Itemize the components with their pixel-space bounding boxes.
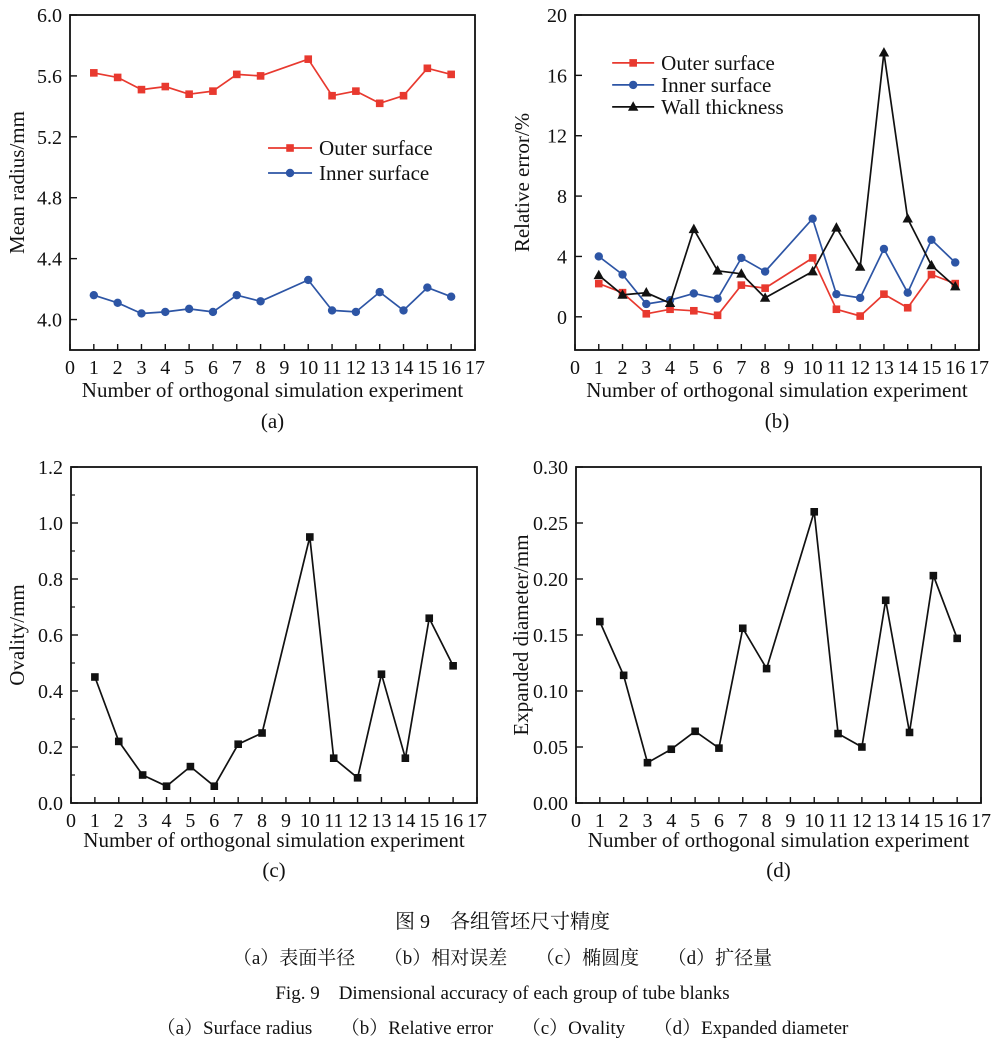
x-tick-label: 10	[804, 810, 825, 832]
chart-a-surface-radius	[0, 0, 503, 445]
data-point-marker	[879, 47, 889, 56]
data-point-marker	[714, 311, 722, 319]
x-tick-label: 6	[713, 810, 724, 832]
data-point-marker	[304, 276, 312, 284]
data-point-marker	[642, 310, 650, 318]
x-tick-label: 16	[947, 810, 968, 832]
series-line	[94, 280, 451, 314]
y-tick-label: 8	[557, 186, 567, 209]
y-tick-label: 4.0	[37, 309, 62, 332]
x-tick-label: 12	[345, 357, 366, 379]
y-tick-label: 0.0	[38, 793, 63, 815]
x-tick-label: 15	[419, 810, 440, 832]
y-axis-ticks	[38, 457, 78, 815]
panel-label: (a)	[260, 409, 285, 433]
y-tick-label: 0.30	[533, 457, 568, 479]
x-tick-label: 8	[257, 810, 268, 832]
y-axis-label: Ovality/mm	[5, 584, 29, 686]
data-point-marker	[138, 86, 146, 94]
data-point-marker	[927, 236, 935, 244]
y-tick-label: 1.2	[38, 457, 63, 479]
y-tick-label: 6.0	[37, 5, 62, 27]
series-outer-surface	[90, 55, 455, 107]
data-point-marker	[306, 533, 314, 541]
x-tick-label: 16	[441, 357, 462, 379]
data-point-marker	[187, 763, 195, 771]
data-point-marker	[926, 260, 936, 269]
data-point-marker	[880, 290, 888, 298]
data-point-marker	[376, 288, 384, 296]
legend-label: Wall thickness	[661, 94, 784, 119]
x-tick-label: 3	[642, 810, 653, 832]
data-point-marker	[257, 72, 265, 80]
data-point-marker	[354, 774, 362, 782]
x-tick-label: 13	[369, 357, 390, 379]
x-tick-label: 2	[112, 357, 123, 379]
data-point-marker	[258, 729, 266, 737]
x-tick-label: 10	[802, 357, 823, 379]
panel-label: (c)	[262, 858, 286, 882]
data-point-marker	[880, 245, 888, 253]
data-point-marker	[712, 265, 722, 274]
data-point-marker	[620, 672, 628, 680]
data-point-marker	[400, 92, 408, 100]
x-tick-label: 14	[393, 357, 414, 379]
data-point-marker	[402, 754, 410, 762]
x-tick-label: 6	[209, 810, 220, 832]
data-point-marker	[641, 287, 651, 296]
x-tick-label: 15	[921, 357, 942, 379]
x-axis-label: Number of orthogonal simulation experiment	[586, 378, 968, 402]
data-point-marker	[761, 267, 769, 275]
data-point-marker	[831, 222, 841, 231]
x-tick-label: 2	[113, 810, 124, 832]
x-tick-label: 17	[969, 357, 989, 379]
data-point-marker	[330, 754, 338, 762]
x-tick-label: 13	[371, 810, 392, 832]
data-point-marker	[163, 782, 171, 790]
data-point-marker	[903, 213, 913, 222]
data-point-marker	[856, 294, 864, 302]
y-tick-label: 0.10	[533, 681, 568, 703]
data-point-marker	[761, 284, 769, 292]
y-tick-label: 0.4	[38, 681, 63, 703]
y-tick-label: 5.2	[37, 126, 62, 149]
x-tick-label: 1	[88, 357, 99, 379]
data-point-marker	[425, 614, 433, 622]
data-point-marker	[256, 297, 264, 305]
x-tick-label: 14	[395, 810, 416, 832]
chart-b-relative-error	[502, 0, 1005, 445]
caption-en-title: Fig. 9 Dimensional accuracy of each group of tube blanks	[275, 983, 730, 1004]
panel-label: (d)	[766, 858, 791, 882]
legend-label: Inner surface	[319, 160, 430, 185]
data-point-marker	[690, 307, 698, 315]
data-point-marker	[328, 306, 336, 314]
y-axis-label: Relative error/%	[510, 112, 534, 253]
y-tick-label: 4.8	[37, 187, 62, 210]
x-tick-label: 2	[617, 357, 628, 379]
data-point-marker	[161, 308, 169, 316]
series-line	[600, 512, 957, 763]
series-line	[95, 537, 453, 786]
chart-d-expanded-diameter	[502, 445, 1005, 890]
data-point-marker	[328, 92, 336, 100]
x-tick-label: 15	[923, 810, 944, 832]
data-point-marker	[424, 64, 432, 72]
legend	[612, 51, 784, 119]
x-tick-label: 6	[712, 357, 723, 379]
x-tick-label: 14	[897, 357, 918, 379]
data-point-marker	[234, 740, 242, 748]
data-point-marker	[210, 782, 218, 790]
x-tick-label: 10	[298, 357, 319, 379]
data-point-marker	[953, 635, 961, 643]
x-tick-label: 17	[971, 810, 991, 832]
y-tick-label: 0.05	[533, 737, 568, 759]
data-point-marker	[139, 771, 147, 779]
x-axis-label: Number of orthogonal simulation experiment	[81, 378, 464, 402]
data-point-marker	[834, 730, 842, 738]
data-point-marker	[596, 618, 604, 626]
data-point-marker	[399, 306, 407, 314]
data-point-marker	[113, 299, 121, 307]
data-point-marker	[667, 745, 675, 753]
data-point-marker	[715, 744, 723, 752]
y-axis-label: Mean radius/mm	[5, 111, 29, 254]
data-point-marker	[904, 288, 912, 296]
x-tick-label: 5	[185, 810, 196, 832]
y-tick-label: 0.00	[533, 793, 568, 815]
y-tick-label: 4.4	[37, 248, 62, 271]
data-point-marker	[595, 280, 603, 288]
y-tick-label: 1.0	[38, 513, 63, 535]
data-point-marker	[644, 759, 652, 767]
data-point-marker	[185, 305, 193, 313]
data-point-marker	[951, 258, 959, 266]
x-tick-label: 8	[760, 357, 771, 379]
data-point-marker	[691, 728, 699, 736]
series-line	[94, 59, 451, 103]
data-point-marker	[739, 624, 747, 632]
data-point-marker	[137, 309, 145, 317]
x-tick-label: 0	[571, 810, 581, 832]
y-tick-label: 4	[557, 246, 567, 269]
data-point-marker	[447, 71, 455, 79]
x-tick-label: 4	[161, 810, 172, 832]
data-point-marker	[352, 308, 360, 316]
data-point-marker	[856, 312, 864, 320]
y-tick-label: 0.25	[533, 513, 568, 535]
chart-c-ovality	[0, 445, 503, 890]
legend-marker	[286, 169, 294, 177]
x-tick-label: 11	[324, 810, 344, 832]
x-tick-label: 12	[850, 357, 871, 379]
y-tick-label: 20	[547, 5, 567, 27]
x-tick-label: 6	[207, 357, 218, 379]
legend-marker	[628, 101, 638, 110]
y-tick-label: 16	[547, 65, 567, 88]
x-axis-label: Number of orthogonal simulation experiment	[587, 828, 970, 852]
legend-marker	[629, 59, 637, 67]
x-tick-label: 1	[594, 810, 605, 832]
x-axis-label: Number of orthogonal simulation experiment	[83, 828, 465, 852]
x-tick-label: 10	[299, 810, 320, 832]
x-tick-label: 4	[665, 357, 676, 379]
data-point-marker	[423, 283, 431, 291]
x-tick-label: 13	[873, 357, 894, 379]
x-tick-label: 12	[851, 810, 872, 832]
x-tick-label: 3	[137, 810, 148, 832]
x-tick-label: 9	[280, 810, 291, 832]
x-tick-label: 11	[826, 357, 847, 379]
x-tick-label: 3	[136, 357, 147, 379]
y-tick-label: 0	[557, 306, 567, 329]
y-tick-label: 5.6	[37, 65, 62, 88]
x-tick-label: 9	[783, 357, 794, 379]
data-point-marker	[447, 293, 455, 301]
axis-box	[576, 467, 981, 803]
caption-en-items: （a）Surface radius （b）Relative error （c）Ovality （d）Expanded diameter	[156, 1018, 849, 1039]
data-point-marker	[832, 290, 840, 298]
data-point-marker	[233, 71, 241, 79]
data-point-marker	[930, 572, 938, 580]
x-tick-label: 4	[666, 810, 677, 832]
data-point-marker	[115, 738, 123, 746]
legend-label: Outer surface	[319, 135, 433, 160]
legend	[268, 136, 433, 185]
x-tick-label: 14	[899, 810, 920, 832]
y-tick-label: 0.2	[38, 737, 63, 759]
data-point-marker	[738, 281, 746, 289]
legend-label: Outer surface	[661, 50, 775, 75]
data-point-marker	[713, 294, 721, 302]
x-tick-label: 12	[347, 810, 368, 832]
data-point-marker	[90, 69, 98, 77]
data-point-marker	[737, 254, 745, 262]
y-tick-label: 0.8	[38, 569, 63, 591]
data-point-marker	[595, 252, 603, 260]
data-point-marker	[90, 291, 98, 299]
caption-zh-items: （a）表面半径 （b）相对误差 （c）椭圆度 （d）扩径量	[232, 948, 773, 969]
x-tick-label: 16	[945, 357, 966, 379]
x-tick-label: 7	[233, 810, 244, 832]
series-line	[599, 258, 955, 316]
data-point-marker	[906, 729, 914, 737]
data-point-marker	[928, 271, 936, 279]
x-tick-label: 7	[736, 357, 747, 379]
y-tick-label: 0.15	[533, 625, 568, 647]
x-tick-label: 13	[875, 810, 896, 832]
series-inner-surface	[90, 276, 456, 318]
x-tick-label: 0	[66, 810, 76, 832]
x-tick-label: 3	[641, 357, 652, 379]
x-tick-label: 7	[231, 357, 242, 379]
x-tick-label: 5	[690, 810, 701, 832]
x-tick-label: 8	[255, 357, 266, 379]
x-tick-label: 17	[465, 357, 485, 379]
data-point-marker	[185, 90, 193, 98]
data-point-marker	[690, 289, 698, 297]
panel-label: (b)	[764, 409, 790, 433]
data-point-marker	[642, 300, 650, 308]
data-point-marker	[809, 254, 817, 262]
y-axis-ticks	[37, 5, 77, 332]
axis-box	[71, 467, 477, 803]
x-tick-label: 1	[593, 357, 604, 379]
series-line	[599, 50, 955, 304]
x-tick-label: 5	[688, 357, 699, 379]
legend-marker	[286, 144, 294, 152]
caption-zh-title: 图 9 各组管坯尺寸精度	[395, 911, 610, 933]
x-tick-label: 11	[828, 810, 848, 832]
data-point-marker	[304, 55, 312, 63]
data-point-marker	[352, 87, 360, 95]
x-tick-label: 8	[761, 810, 772, 832]
x-tick-label: 5	[184, 357, 195, 379]
data-point-marker	[904, 304, 912, 312]
data-point-marker	[689, 224, 699, 233]
data-point-marker	[209, 87, 217, 95]
x-tick-label: 16	[443, 810, 464, 832]
legend-marker	[629, 81, 637, 89]
data-point-marker	[376, 100, 384, 108]
data-point-marker	[209, 308, 217, 316]
x-tick-label: 2	[618, 810, 629, 832]
x-tick-label: 9	[785, 810, 796, 832]
x-tick-label: 4	[160, 357, 171, 379]
data-point-marker	[233, 291, 241, 299]
y-tick-label: 0.6	[38, 625, 63, 647]
series-ovality	[91, 533, 457, 790]
series-wall-thickness	[594, 47, 961, 307]
x-tick-label: 0	[65, 357, 75, 379]
legend-label: Inner surface	[661, 72, 772, 97]
x-tick-label: 7	[737, 810, 748, 832]
y-axis-label: Expanded diameter/mm	[509, 534, 533, 736]
x-tick-label: 9	[279, 357, 290, 379]
data-point-marker	[882, 596, 890, 604]
data-point-marker	[161, 83, 169, 91]
data-point-marker	[114, 74, 122, 82]
data-point-marker	[763, 665, 771, 673]
series-expanded-diameter	[596, 508, 961, 766]
x-tick-label: 15	[417, 357, 438, 379]
data-point-marker	[855, 261, 865, 270]
data-point-marker	[91, 673, 99, 681]
x-tick-label: 0	[570, 357, 580, 379]
x-tick-label: 11	[322, 357, 342, 379]
data-point-marker	[808, 215, 816, 223]
data-point-marker	[618, 270, 626, 278]
data-point-marker	[858, 743, 866, 751]
data-point-marker	[449, 662, 457, 670]
y-tick-label: 0.20	[533, 569, 568, 591]
data-point-marker	[833, 305, 841, 313]
data-point-marker	[810, 508, 818, 516]
data-point-marker	[378, 670, 386, 678]
x-tick-label: 17	[467, 810, 487, 832]
y-axis-ticks	[547, 5, 582, 329]
y-tick-label: 12	[547, 125, 567, 148]
x-tick-label: 1	[89, 810, 100, 832]
data-point-marker	[594, 270, 604, 279]
